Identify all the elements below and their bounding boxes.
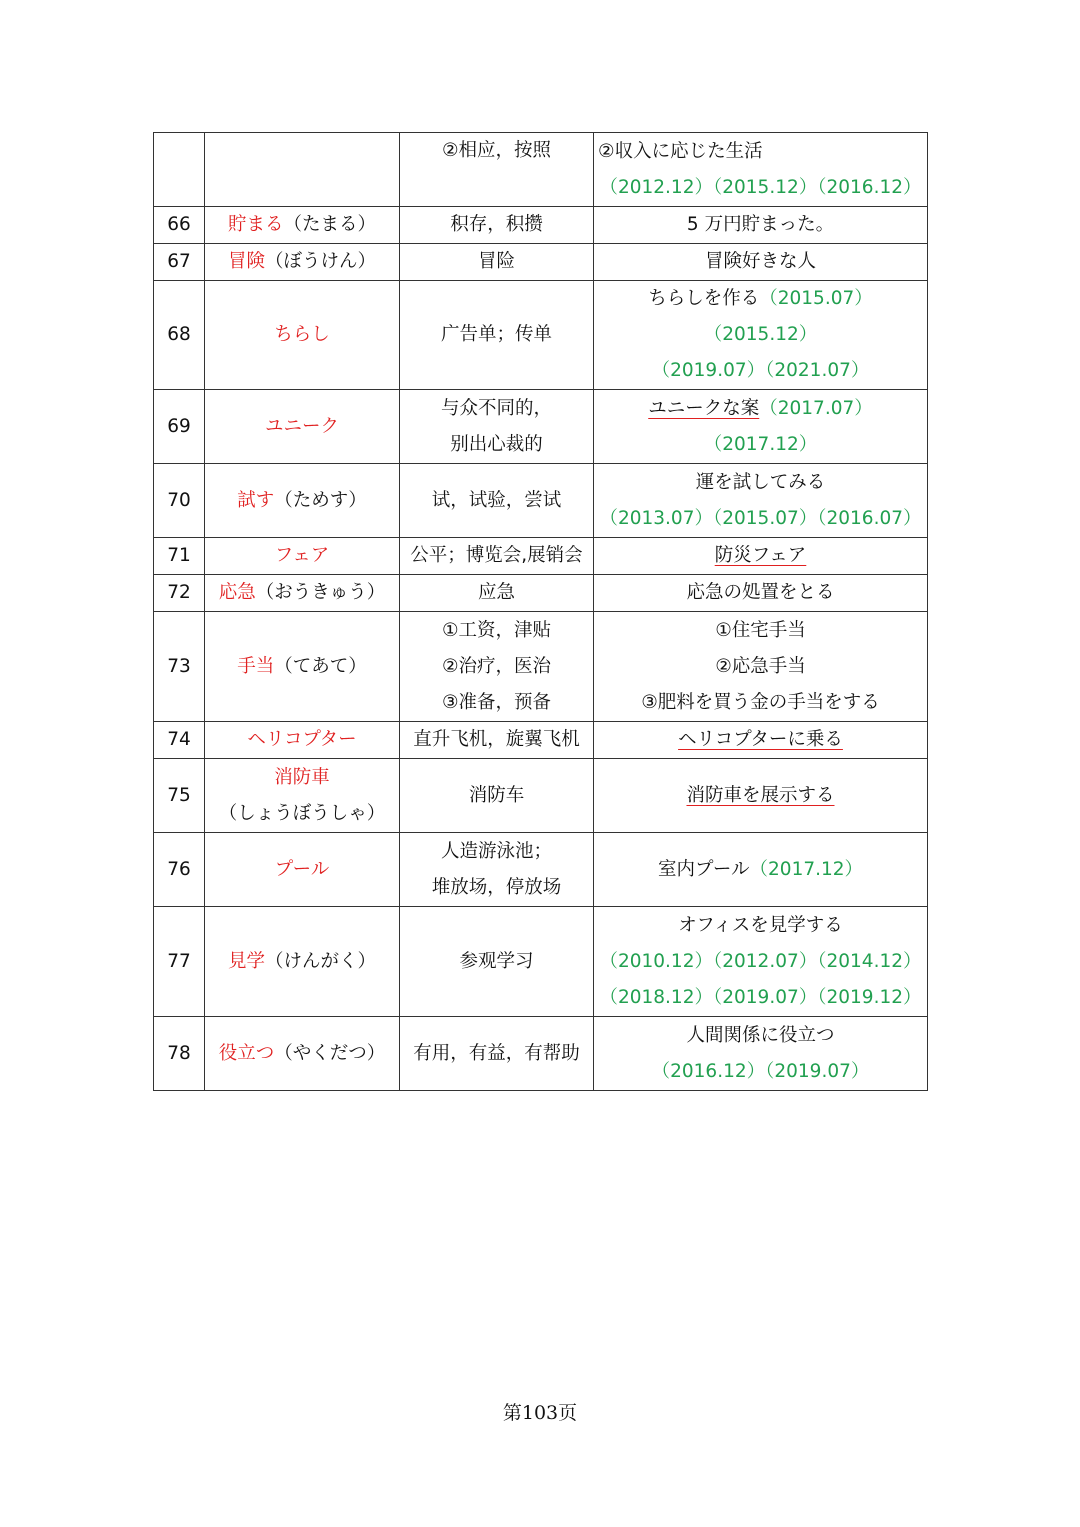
example-text: ヘリコプターに乗る [678, 729, 843, 750]
year-tags: （2016.12）（2019.07） [651, 1060, 870, 1082]
meaning-cell: 参观学习 [400, 907, 594, 1017]
headword: 応急 [218, 582, 256, 603]
year-tag: （2015.07） [759, 288, 873, 309]
row-number: 75 [154, 759, 205, 833]
table-row [154, 722, 928, 759]
meaning-text: ②相应，按照 [441, 140, 552, 161]
example-text: 人間関係に役立つ [686, 1024, 835, 1046]
example-cell [594, 538, 928, 575]
reading: （ためす） [274, 489, 367, 511]
table-row [154, 207, 928, 244]
word-cell [205, 907, 400, 1017]
table-row [154, 390, 928, 464]
example-cell [594, 133, 928, 207]
word-cell [205, 133, 400, 207]
example-text: 室内プール [657, 858, 750, 880]
example-text: オフィスを見学する [678, 914, 843, 936]
headword: 手当 [237, 655, 275, 677]
example-text: ②収入に応じた生活 [598, 140, 763, 162]
meaning-cell: 消防车 [400, 759, 594, 833]
word-cell [205, 575, 400, 612]
row-number: 71 [154, 538, 205, 575]
reading: （やくだつ） [274, 1042, 386, 1064]
table-row [154, 281, 928, 390]
row-number: 78 [154, 1017, 205, 1091]
example-cell [594, 390, 928, 464]
reading: （てあて） [274, 655, 367, 677]
row-number: 69 [154, 390, 205, 464]
table-row [154, 907, 928, 1017]
meaning-cell: 与众不同的， 别出心裁的 [400, 390, 594, 464]
word-cell [205, 759, 400, 833]
example-cell: 応急の処置をとる [594, 575, 928, 612]
reading: （けんがく） [265, 950, 377, 972]
headword: 冒険 [227, 251, 265, 272]
table-row [154, 1017, 928, 1091]
word-cell [205, 244, 400, 281]
row-number: 73 [154, 612, 205, 722]
headword: 見学 [227, 950, 265, 972]
example-cell [594, 833, 928, 907]
table-row [154, 538, 928, 575]
meaning-cell: 应急 [400, 575, 594, 612]
word-cell [205, 207, 400, 244]
example-cell: 5 万円貯まった。 [594, 207, 928, 244]
example-text: ちらしを作る [648, 288, 760, 309]
meaning-cell: 直升飞机，旋翼飞机 [400, 722, 594, 759]
headword: ユニーク [264, 415, 339, 437]
headword: フェア [274, 545, 330, 566]
headword: 役立つ [218, 1042, 275, 1064]
word-cell [205, 612, 400, 722]
meaning-cell: 公平；博览会,展销会 [400, 538, 594, 575]
table-row [154, 464, 928, 538]
word-cell [205, 390, 400, 464]
row-number: 67 [154, 244, 205, 281]
word-cell [205, 722, 400, 759]
reading: （しょうぼうしゃ） [218, 802, 386, 824]
example-cell: 冒険好きな人 [594, 244, 928, 281]
meaning-cell: 人造游泳池； 堆放场，停放场 [400, 833, 594, 907]
row-number: 66 [154, 207, 205, 244]
example-text: 運を試してみる [695, 471, 826, 493]
year-tag: （2017.07） [759, 397, 873, 419]
table-row [154, 759, 928, 833]
word-cell [205, 538, 400, 575]
meaning-cell: 冒险 [400, 244, 594, 281]
table-row [154, 612, 928, 722]
year-tags: （2012.12）（2015.12）（2016.12） [599, 176, 922, 198]
table-row [154, 133, 928, 207]
row-number: 68 [154, 281, 205, 390]
meaning-cell: 有用，有益，有帮助 [400, 1017, 594, 1091]
headword: ヘリコプター [247, 729, 357, 750]
meaning-cell [400, 133, 594, 207]
word-cell [205, 464, 400, 538]
example-cell [594, 1017, 928, 1091]
row-number [154, 133, 205, 207]
example-text: 消防車を展示する [686, 784, 835, 806]
headword: 試す [237, 489, 275, 511]
headword: プール [274, 858, 330, 880]
meaning-cell: 积存，积攒 [400, 207, 594, 244]
row-number: 70 [154, 464, 205, 538]
headword: 消防車 [274, 766, 330, 788]
year-tag: （2017.12） [749, 858, 864, 880]
example-cell: ①住宅手当 ②応急手当 ③肥料を買う金の手当をする [594, 612, 928, 722]
row-number: 76 [154, 833, 205, 907]
row-number: 72 [154, 575, 205, 612]
reading: （おうきゅう） [255, 582, 386, 603]
headword: 貯まる [227, 214, 284, 235]
example-text: ユニークな案 [648, 397, 760, 419]
meaning-cell: 广告单；传单 [400, 281, 594, 390]
reading: （ぼうけん） [265, 251, 377, 272]
year-tag: （2017.12） [703, 433, 818, 455]
meaning-cell: 试，试验，尝试 [400, 464, 594, 538]
example-cell [594, 907, 928, 1017]
example-cell [594, 722, 928, 759]
table-row [154, 575, 928, 612]
reading: （たまる） [283, 214, 377, 235]
year-tags: （2018.12）（2019.07）（2019.12） [599, 986, 922, 1008]
row-number: 74 [154, 722, 205, 759]
page-number: 第103页 [502, 1402, 578, 1424]
word-cell [205, 281, 400, 390]
example-cell [594, 759, 928, 833]
table-row [154, 244, 928, 281]
table-row [154, 833, 928, 907]
row-number: 77 [154, 907, 205, 1017]
example-cell [594, 464, 928, 538]
headword: ちらし [274, 324, 330, 345]
vocab-table [153, 132, 928, 1091]
word-cell [205, 1017, 400, 1091]
meaning-cell: ①工资，津贴 ②治疗，医治 ③准备，预备 [400, 612, 594, 722]
year-tag: （2015.12） [703, 324, 818, 345]
year-tags: （2013.07）（2015.07）（2016.07） [599, 507, 922, 529]
year-tags: （2019.07）（2021.07） [651, 360, 870, 381]
example-cell [594, 281, 928, 390]
example-text: 防災フェア [714, 545, 807, 566]
word-cell [205, 833, 400, 907]
year-tags: （2010.12）（2012.07）（2014.12） [599, 950, 922, 972]
